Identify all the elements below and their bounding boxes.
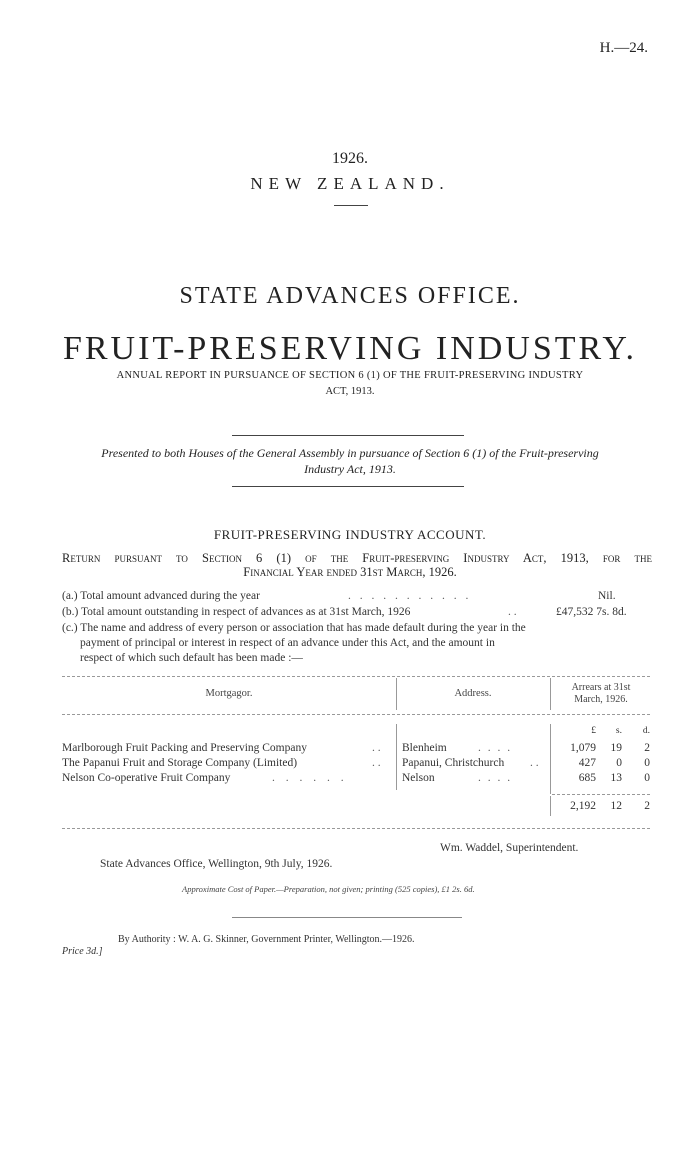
- row-1-pounds: 1,079: [570, 742, 596, 754]
- item-a-text: (a.) Total amount advanced during the year: [62, 590, 260, 602]
- row-2-pounds: 427: [578, 757, 596, 769]
- report-year: 1926.: [332, 150, 368, 167]
- footer-divider: [232, 917, 462, 918]
- cost-note: Approximate Cost of Paper.—Preparation, not given; printing (525 copies), £1 2s. 6d.: [182, 884, 475, 894]
- row-2-shillings: 0: [616, 757, 622, 769]
- table-header-rule: [62, 714, 650, 715]
- item-a-leaders: . . . . . . . . . . .: [348, 590, 472, 602]
- presented-line-2: Industry Act, 1913.: [304, 462, 396, 476]
- row-3-leaders: . . . . . .: [272, 772, 348, 784]
- item-c-line-1: (c.) The name and address of every person or association that has made default during the year in the: [62, 622, 526, 634]
- subtitle-line-2: ACT, 1913.: [325, 386, 375, 397]
- table-body-sep-2: [550, 724, 551, 794]
- price-note: Price 3d.]: [62, 946, 103, 957]
- row-3-pence: 0: [644, 772, 650, 784]
- total-pounds: 2,192: [570, 800, 596, 812]
- account-heading: FRUIT-PRESERVING INDUSTRY ACCOUNT.: [213, 527, 487, 542]
- row-3-mortgagor: Nelson Co-operative Fruit Company: [62, 772, 231, 784]
- row-1-shillings: 19: [610, 742, 622, 754]
- item-b-leaders: . .: [508, 606, 517, 618]
- row-2-pence: 0: [644, 757, 650, 769]
- authority-line: By Authority : W. A. G. Skinner, Government Printer, Wellington.—1926.: [118, 934, 415, 945]
- subtitle-line-1: ANNUAL REPORT IN PURSUANCE OF SECTION 6 (1) OF THE FRUIT-PRESERVING INDUSTRY: [116, 370, 584, 381]
- row-1-leaders: . .: [372, 742, 381, 754]
- header-address: Address.: [454, 688, 492, 699]
- item-c-line-3: respect of which such default has been made :—: [80, 652, 303, 664]
- row-3-shillings: 13: [610, 772, 622, 784]
- row-2-address-leaders: . .: [530, 757, 539, 769]
- table-body-sep-1: [396, 724, 397, 790]
- total-col-sep: [550, 796, 551, 816]
- divider-bottom: [232, 486, 464, 487]
- row-2-mortgagor: The Papanui Fruit and Storage Company (Limited): [62, 757, 298, 769]
- industry-title: FRUIT-PRESERVING INDUSTRY.: [62, 330, 638, 367]
- table-col-sep-2: [550, 678, 551, 710]
- header-arrears-line-1: Arrears at 31st: [571, 682, 631, 693]
- total-pence: 2: [644, 800, 650, 812]
- row-1-address-leaders: . . . .: [478, 742, 513, 754]
- item-b-text: (b.) Total amount outstanding in respect of advances as at 31st March, 1926: [62, 606, 411, 618]
- paper-reference: H.—24.: [599, 40, 648, 56]
- row-1-address: Blenheim: [402, 742, 447, 754]
- return-line-2: Financial Year ended 31st March, 1926.: [243, 565, 457, 579]
- row-1-pence: 2: [644, 742, 650, 754]
- table-bottom-rule: [62, 828, 650, 829]
- total-rule: [552, 794, 650, 795]
- office-title: STATE ADVANCES OFFICE.: [179, 283, 521, 309]
- header-arrears-line-2: March, 1926.: [574, 694, 628, 705]
- signature-place-date: State Advances Office, Wellington, 9th July, 1926.: [100, 858, 333, 870]
- row-2-address: Papanui, Christchurch: [402, 757, 505, 769]
- presented-line-1: Presented to both Houses of the General Assembly in pursuance of Section 6 (1) of the Fruit-preserving: [101, 446, 599, 460]
- unit-shillings: s.: [615, 726, 622, 736]
- row-1-mortgagor: Marlborough Fruit Packing and Preserving Company: [62, 742, 307, 754]
- item-a-value: Nil.: [598, 590, 616, 602]
- row-2-leaders: . .: [372, 757, 381, 769]
- item-c-line-2: payment of principal or interest in respect of an advance under this Act, and the amount in: [80, 637, 495, 649]
- header-mortgagor: Mortgagor.: [205, 688, 253, 699]
- signature-name: Wm. Waddel, Superintendent.: [440, 842, 579, 854]
- return-line-1: Return pursuant to Section 6 (1) of the Fruit-preserving Industry Act, 1913, for the: [62, 551, 652, 565]
- row-3-address: Nelson: [402, 772, 435, 784]
- unit-pounds: £: [591, 726, 596, 736]
- table-top-rule: [62, 676, 650, 677]
- country-title: NEW ZEALAND.: [250, 174, 450, 193]
- item-b-value: £47,532 7s. 8d.: [556, 606, 627, 618]
- title-divider: [334, 205, 368, 206]
- divider-top: [232, 435, 464, 436]
- total-shillings: 12: [610, 800, 622, 812]
- unit-pence: d.: [642, 726, 650, 736]
- row-3-pounds: 685: [578, 772, 596, 784]
- row-3-address-leaders: . . . .: [478, 772, 513, 784]
